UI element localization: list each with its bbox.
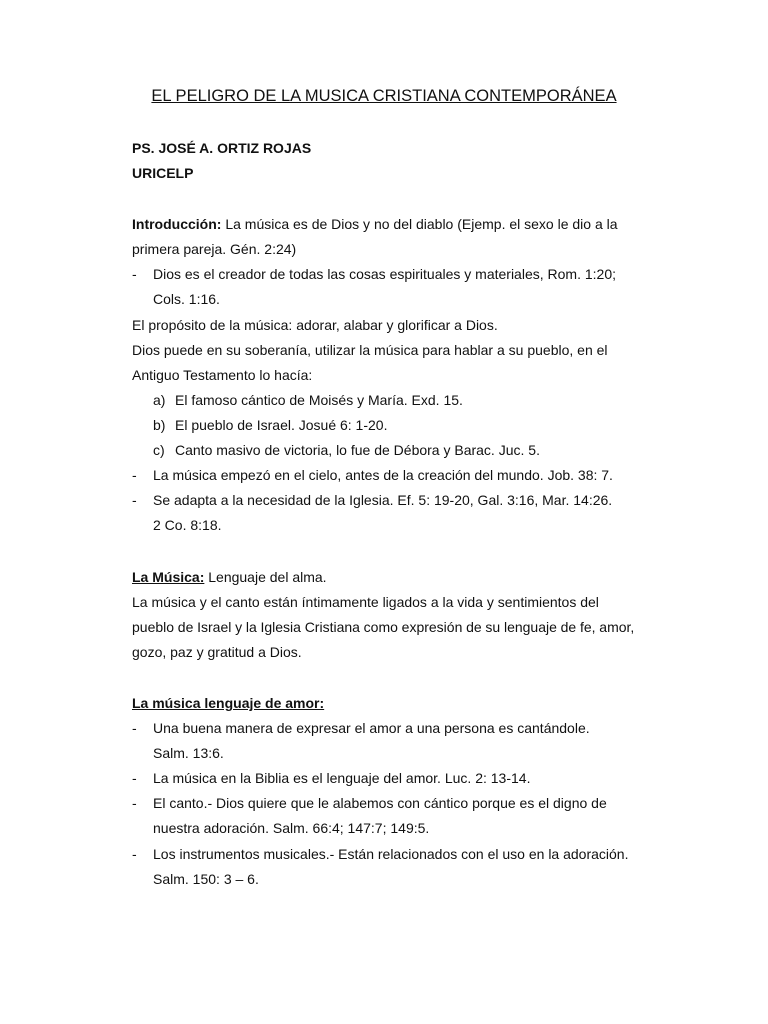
love-heading [132,694,634,712]
bullet-text: La música en la Biblia es el lenguaje del amor. Luc. 2: 13-14. [153,770,531,786]
bullet-continuation: 2 Co. 8:18. [153,517,222,533]
sovereignty-line-2: Antiguo Testamento lo hacía: [132,367,313,383]
purpose-text: El propósito de la música: adorar, alabar y glorificar a Dios. [132,317,498,333]
bullet-dash: - [132,720,137,736]
bullet-continuation: Salm. 13:6. [153,745,224,761]
list-label: b) [153,417,166,433]
list-label: a) [153,392,166,408]
list-item [132,416,634,434]
music-subtitle: Lenguaje del alma. [204,569,327,585]
list-item [132,441,634,459]
list-item [132,794,634,812]
intro-line-2: primera pareja. Gén. 2:24) [132,241,297,257]
list-item [132,719,634,737]
intro-label: Introducción: [132,216,222,232]
list-text: El pueblo de Israel. Josué 6: 1-20. [175,417,388,433]
bullet-continuation: nuestra adoración. Salm. 66:4; 147:7; 149:5. [153,820,430,836]
bullet-continuation: Salm. 150: 3 – 6. [153,871,259,887]
bullet-text: Una buena manera de expresar el amor a una persona es cantándole. [153,720,590,736]
music-paragraph-line: La música y el canto están íntimamente ligados a la vida y sentimientos del [132,594,599,610]
list-text: El famoso cántico de Moisés y María. Exd. 15. [175,392,463,408]
author: PS. JOSÉ A. ORTIZ ROJAS [132,140,312,156]
music-paragraph-line: gozo, paz y gratitud a Dios. [132,644,302,660]
bullet-dash: - [132,846,137,862]
bullet-text: Se adapta a la necesidad de la Iglesia. Ef. 5: 19-20, Gal. 3:16, Mar. 14:26. [153,492,613,508]
organization: URICELP [132,165,194,181]
music-heading-line [132,568,634,586]
bullet-text: La música empezó en el cielo, antes de la creación del mundo. Job. 38: 7. [153,467,613,483]
bullet-text: El canto.- Dios quiere que le alabemos con cántico porque es el digno de [153,795,607,811]
list-text: Canto masivo de victoria, lo fue de Débora y Barac. Juc. 5. [175,442,540,458]
bullet-text: Dios es el creador de todas las cosas espirituales y materiales, Rom. 1:20; [153,266,616,282]
music-label: La Música: [132,569,205,585]
bullet-dash: - [132,492,137,508]
list-label: c) [153,442,165,458]
list-item [132,845,634,863]
bullet-continuation: Cols. 1:16. [153,291,220,307]
list-item [132,466,634,484]
intro-line-1 [132,215,634,233]
intro-text: La música es de Dios y no del diablo (Ejemp. el sexo le dio a la [221,216,618,232]
bullet-dash: - [132,795,137,811]
list-item [132,391,634,409]
bullet-dash: - [132,467,137,483]
list-item [132,491,634,509]
document-title: EL PELIGRO DE LA MUSICA CRISTIANA CONTEMPORÁNEA [151,87,617,105]
sovereignty-line-1: Dios puede en su soberanía, utilizar la música para hablar a su pueblo, en el [132,342,608,358]
bullet-dash: - [132,770,137,786]
list-item [132,265,634,283]
bullet-dash: - [132,266,137,282]
list-item [132,769,634,787]
love-heading-text: La música lenguaje de amor: [132,695,325,711]
music-paragraph-line: pueblo de Israel y la Iglesia Cristiana como expresión de su lenguaje de fe, amor, [132,619,635,635]
bullet-text: Los instrumentos musicales.- Están relacionados con el uso en la adoración. [153,846,629,862]
